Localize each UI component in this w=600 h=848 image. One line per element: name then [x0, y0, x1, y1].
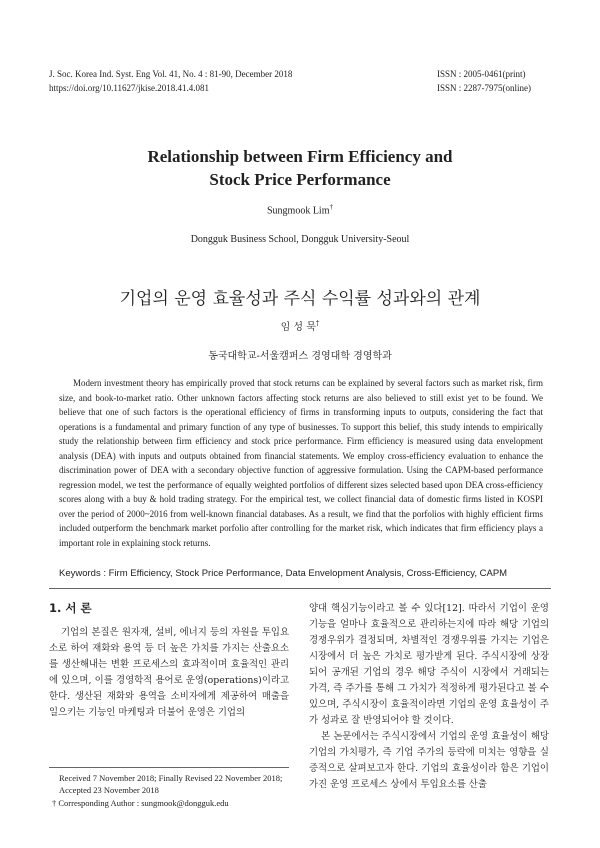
keywords-label: Keywords [59, 568, 101, 579]
divider [49, 588, 551, 589]
issn-header [437, 67, 531, 95]
footnote-corresponding: † Corresponding Author : sungmook@dongguk.edu [52, 798, 229, 808]
author-name-ko: 임 성 묵 [280, 322, 316, 333]
author-name: Sungmook Lim [266, 205, 330, 217]
author-english [0, 203, 600, 216]
keywords: Keywords : Firm Efficiency, Stock Price Performance, Data Envelopment Analysis, Cross-Efficiency, CAPM [59, 568, 508, 579]
abstract: Modern investment theory has empirically proved that stock returns can be explained by several factors such as market risk, firm size, and book-to-market ratio. Other unknown factors affecting stock returns are also believed to still exist yet to be found. We believe that one of such factors is the operational efficiency of firms in transforming inputs to outputs, considering the fact that operations is a fundamental and primary function of any type of businesses. To support this belief, this study intends to empirically study the relationship between firm efficiency and stock price performance. Firm efficiency is measured using data envelopment analysis (DEA) with inputs and outputs obtained from financial statements. We employ cross-efficiency evaluation to enhance the discrimination power of DEA with a secondary objective function of aggressive formulation. Using the CAPM-based performance regression model, we test the performance of equally weighted portfolios of different sizes selected based upon DEA cross-efficiency scores along with a buy & hold trading strategy. For the empirical test, we collect financial data of domestic firms listed in KOSPI over the period of 2000~2016 from well-known financial databases. As a result, we find that the porfolios with highly efficient firms included outperform the benchmark market porfolio after controlling for the market risk, which indicates that firm efficiency plays a important role in explaining stock returns. [59, 378, 543, 548]
issn-print: ISSN : 2005-0461(print) [437, 69, 526, 79]
affiliation-korean: 동국대학교-서울캠퍼스 경영대학 경영학과 [208, 351, 392, 362]
journal-citation: J. Soc. Korea Ind. Syst. Eng Vol. 41, No. 4 : 81-90, December 2018 [49, 69, 293, 79]
journal-header [49, 67, 292, 95]
paragraph: 본 논문에서는 주식시장에서 기업의 운영 효율성이 해당 기업의 가치평가, 즉 기업 주가의 등락에 미치는 영향을 실증적으로 살펴보고자 한다. 기업의 효율성이라 함은 기업이 가진 운영 프로세스 상에서 투입요소를 산출 [309, 731, 549, 790]
left-column-body: 기업의 본질은 원자재, 설비, 에너지 등의 자원을 투입요소로 하여 재화와 용역 등 더 높은 가치를 가지는 산출요소를 생산해내는 변환 프로세스의 효과적이며 효율적인 관리에 있으며, 이를 경영학적 용어로 운영(operations)이라고 한다. 생산된 재화와 용역을 소비자에게 제공하여 매출을 일으키는 기능인 마케팅과 더불어 운영은 기업의 [49, 627, 289, 718]
right-column-body [309, 601, 549, 793]
corresponding-mark-ko: † [315, 319, 320, 328]
paper-title-english [0, 145, 600, 191]
title-line-1: Relationship between Firm Efficiency and [147, 147, 453, 166]
doi-link[interactable]: https://doi.org/10.11627/jkise.2018.41.4.081 [49, 83, 210, 93]
footnote-divider [49, 767, 289, 768]
keywords-list: Firm Efficiency, Stock Price Performance, Data Envelopment Analysis, Cross-Efficiency, CAPM [108, 568, 508, 579]
paper-title-korean: 기업의 운영 효율성과 주식 수익률 성과와의 관계 [119, 289, 481, 309]
author-korean [0, 318, 600, 333]
paragraph: 양대 핵심기능이라고 볼 수 있다[12]. 따라서 기업이 운영기능을 얼마나 효율적으로 관리하는지에 따라 해당 기업의 경쟁우위가 결정되며, 차별적인 경쟁우위를 가지는 기업은 시장에서 더 높은 가치로 평가받게 된다. 주식시장에 상장되어 공개된 기업의 경우 해당 주식이 시장에서 거래되는 가격, 즉 주가를 통해 그 가치가 적정하게 평가된다고 볼 수 있으며, 주식시장이 효율적이라면 기업의 운영 효율성이 주가 성과로 잘 반영되어야 할 것이다. [309, 603, 549, 726]
footnote-dates: Received 7 November 2018; Finally Revised 22 November 2018; Accepted 23 November 2018 [59, 773, 283, 795]
title-line-2: Stock Price Performance [209, 170, 391, 189]
corresponding-mark: † [329, 203, 333, 211]
affiliation-english: Dongguk Business School, Dongguk University-Seoul [190, 234, 410, 245]
section-heading: 1. 서 론 [49, 601, 92, 615]
issn-online: ISSN : 2287-7975(online) [437, 83, 531, 93]
